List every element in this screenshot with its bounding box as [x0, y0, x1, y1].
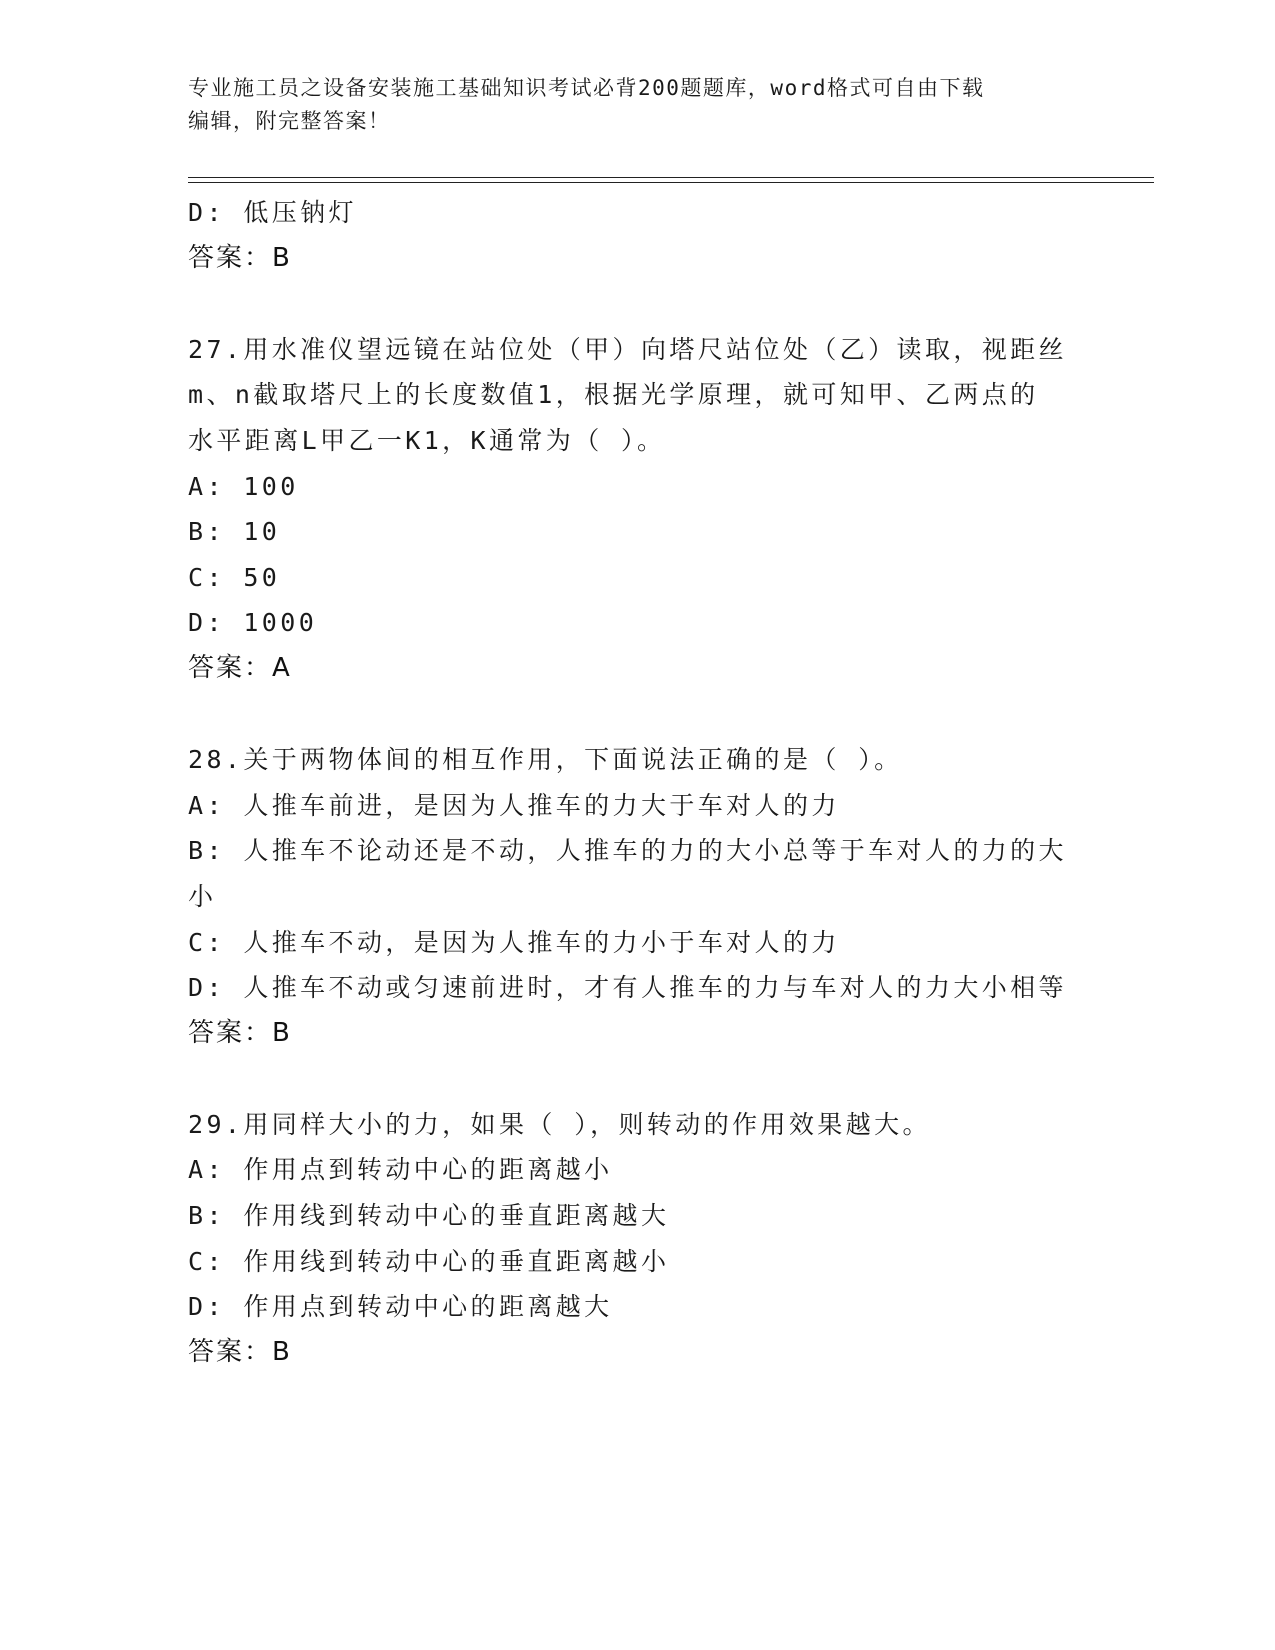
question-stem-line: 29.用同样大小的力，如果（ ），则转动的作用效果越大。: [188, 1109, 931, 1139]
spacer: [188, 692, 1088, 738]
option-a: A: 100: [188, 471, 299, 501]
answer-line: 答案：B: [188, 1336, 292, 1367]
question-stem-line: 水平距离L甲乙一K1，K通常为（ ）。: [188, 425, 666, 455]
question-stem-line: m、n截取塔尺上的长度数值1，根据光学原理，就可知甲、乙两点的: [188, 380, 1039, 410]
header-divider-top: [188, 177, 1154, 178]
question-27: [188, 327, 1088, 692]
question-28: [188, 737, 1088, 1056]
option-b-continuation: 小: [188, 881, 217, 911]
option-d: D: 作用点到转动中心的距离越大: [188, 1292, 613, 1322]
question-stem-line: 28.关于两物体间的相互作用，下面说法正确的是（ ）。: [188, 745, 903, 775]
option-d: D: 低压钠灯: [188, 198, 357, 227]
option-b: B: 作用线到转动中心的垂直距离越大: [188, 1201, 670, 1231]
option-d: D: 1000: [188, 608, 318, 638]
option-b: B: 10: [188, 517, 281, 547]
answer-line: 答案：A: [188, 652, 292, 683]
header-line-1: 专业施工员之设备安装施工基础知识考试必背200题题库，word格式可自由下载: [188, 76, 985, 100]
spacer: [188, 1056, 1088, 1102]
option-c: C: 人推车不动，是因为人推车的力小于车对人的力: [188, 927, 840, 957]
header-line-2: 编辑，附完整答案！: [188, 109, 391, 133]
answer-line: 答案：B: [188, 242, 292, 273]
option-a: A: 人推车前进，是因为人推车的力大于车对人的力: [188, 790, 840, 820]
option-a: A: 作用点到转动中心的距离越小: [188, 1155, 613, 1185]
option-c: C: 作用线到转动中心的垂直距离越小: [188, 1246, 670, 1276]
spacer: [188, 281, 1088, 327]
option-b: B: 人推车不论动还是不动，人推车的力的大小总等于车对人的力的大: [188, 836, 1067, 866]
header-divider-bottom: [188, 182, 1154, 183]
question-29: [188, 1102, 1088, 1376]
question-content: [188, 190, 1088, 1375]
option-c: C: 50: [188, 562, 281, 592]
option-d: D: 人推车不动或匀速前进时，才有人推车的力与车对人的力大小相等: [188, 973, 1067, 1003]
answer-line: 答案：B: [188, 1017, 292, 1048]
document-header: [188, 72, 1088, 138]
question-stem-line: 27.用水准仪望远镜在站位处（甲）向塔尺站位处（乙）读取，视距丝: [188, 334, 1067, 364]
